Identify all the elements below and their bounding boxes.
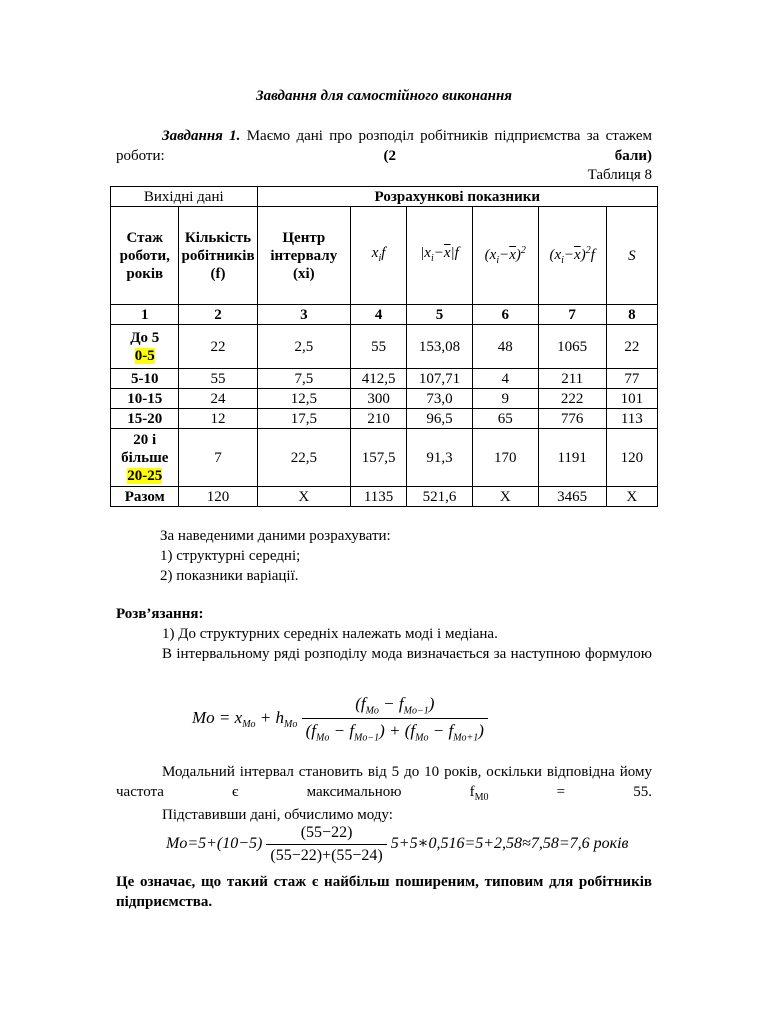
- cell: 12,5: [257, 389, 351, 409]
- highlight-interval: 0-5: [134, 347, 155, 364]
- cell: X: [257, 487, 351, 507]
- cell: 3465: [538, 487, 606, 507]
- cell: 22: [606, 325, 657, 369]
- cell: 7: [179, 429, 257, 487]
- cell: 55: [351, 325, 407, 369]
- mode-result-fraction: $\frac{(55-22)}{(55-22)+(55-24)}$: [266, 824, 386, 865]
- cell: 210: [351, 409, 407, 429]
- cell: 153,08: [407, 325, 473, 369]
- table-row: [111, 325, 658, 369]
- cell: 77: [606, 369, 657, 389]
- cell: 2,5: [257, 325, 351, 369]
- col-number: 2: [179, 305, 257, 325]
- instructions-intro: За наведеними даними розрахувати:: [160, 528, 391, 544]
- cell: 24: [179, 389, 257, 409]
- cell: 521,6: [407, 487, 473, 507]
- cell: 65: [472, 409, 538, 429]
- task-label: Завдання 1.: [162, 128, 241, 144]
- cell: 17,5: [257, 409, 351, 429]
- cell: X: [472, 487, 538, 507]
- table-row: [111, 389, 658, 409]
- data-table: [110, 186, 658, 507]
- header-sq-dev: $(x_i-\overline{x})^2$: [472, 207, 538, 305]
- header-sq-dev-f: $(x_i-\overline{x})^2f$: [538, 207, 606, 305]
- instructions-item-1: 1) структурні середні;: [160, 548, 301, 564]
- solution-p1: 1) До структурних середніх належать моді і медіана.: [162, 626, 498, 642]
- col-number: 6: [472, 305, 538, 325]
- mode-formula: $Mo = x_{Mo} + h_{Mo}$ $\frac{(f_{Mo} - f_{Mo-1})}{(f_{Mo} - f_{Mo-1}) + (f_{Mo} - f_{Mo+1})}$: [192, 694, 488, 744]
- header-group-calc: Розрахункові показники: [257, 187, 657, 207]
- col-number: 1: [111, 305, 179, 325]
- table-row: [111, 409, 658, 429]
- cell: 120: [179, 487, 257, 507]
- highlight-interval: 20-25: [127, 467, 163, 484]
- cell: 1065: [538, 325, 606, 369]
- cell: 22,5: [257, 429, 351, 487]
- cell: 1135: [351, 487, 407, 507]
- col-number: 8: [606, 305, 657, 325]
- header-kilkist: Кількість робітників (f): [179, 207, 257, 305]
- cell: 300: [351, 389, 407, 409]
- solution-label: Розв’язання:: [116, 606, 204, 622]
- mode-formula-fraction: $\frac{(f_{Mo} - f_{Mo-1})}{(f_{Mo} - f_{Mo-1}) + (f_{Mo} - f_{Mo+1})}$: [302, 694, 488, 744]
- cell: 776: [538, 409, 606, 429]
- header-group-initial: Вихідні дані: [111, 187, 258, 207]
- cell: X: [606, 487, 657, 507]
- row-label: 20 і більше 20-25: [111, 429, 179, 487]
- table-label: Таблиця 8: [587, 167, 652, 183]
- row-label: 15-20: [111, 409, 179, 429]
- page-heading: Завдання для самостійного виконання: [255, 88, 513, 104]
- cell: 170: [472, 429, 538, 487]
- cell: 55: [179, 369, 257, 389]
- header-s: S: [606, 207, 657, 305]
- task-text: Маємо дані про розподіл робітників підприємства за стажем роботи:: [116, 128, 652, 164]
- cell: 96,5: [407, 409, 473, 429]
- instructions-item-2: 2) показники варіації.: [160, 568, 299, 584]
- header-abs-dev: $|x_i-\overline{x}|f$: [407, 207, 473, 305]
- col-number: 7: [538, 305, 606, 325]
- cell: 48: [472, 325, 538, 369]
- cell: 157,5: [351, 429, 407, 487]
- task-points: (2 бали): [383, 148, 652, 164]
- solution-conclusion: Це означає, що такий стаж є найбільш поширеним, типовим для робітників підприємства.: [116, 874, 652, 910]
- solution-p3: Модальний інтервал становить від 5 до 10 років, оскільки відповідна йому частота є максимальною $f_{M0} = 55$.: [116, 764, 652, 803]
- row-label: 10-15: [111, 389, 179, 409]
- cell: 222: [538, 389, 606, 409]
- col-number: 4: [351, 305, 407, 325]
- cell: 113: [606, 409, 657, 429]
- cell: 12: [179, 409, 257, 429]
- header-xf: $x_if$: [351, 207, 407, 305]
- table-row: [111, 429, 658, 487]
- solution-p2: В інтервальному ряді розподілу мода визначається за наступною формулою: [162, 646, 652, 662]
- cell: 7,5: [257, 369, 351, 389]
- header-stazh: Стаж роботи, років: [111, 207, 179, 305]
- col-number: 5: [407, 305, 473, 325]
- row-label: Разом: [111, 487, 179, 507]
- cell: 4: [472, 369, 538, 389]
- cell: 107,71: [407, 369, 473, 389]
- row-label: До 5 0-5: [111, 325, 179, 369]
- task-paragraph: [116, 126, 652, 166]
- table-row-total: [111, 487, 658, 507]
- cell: 211: [538, 369, 606, 389]
- cell: 73,0: [407, 389, 473, 409]
- cell: 1191: [538, 429, 606, 487]
- cell: 22: [179, 325, 257, 369]
- cell: 101: [606, 389, 657, 409]
- cell: 91,3: [407, 429, 473, 487]
- mode-result-formula: Mo=5+(10−5) $\frac{(55-22)}{(55-22)+(55-24)}$ 5+5∗0,516=5+2,58≈7,58=7,6 років: [166, 824, 629, 864]
- solution-p4: Підставивши дані, обчислимо моду:: [162, 807, 393, 823]
- header-centr: Центр інтервалу (xi): [257, 207, 351, 305]
- cell: 120: [606, 429, 657, 487]
- cell: 412,5: [351, 369, 407, 389]
- table-row: [111, 369, 658, 389]
- cell: 9: [472, 389, 538, 409]
- col-number: 3: [257, 305, 351, 325]
- row-label: 5-10: [111, 369, 179, 389]
